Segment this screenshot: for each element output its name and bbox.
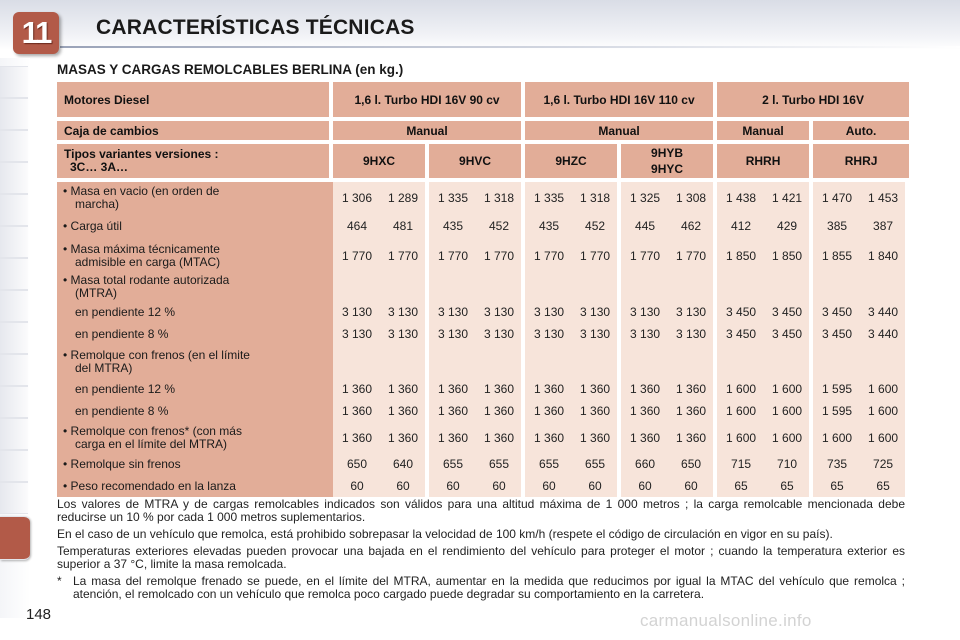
table-cell [717,272,765,301]
table-cell: 1 360 [573,400,621,422]
table-cell [621,272,669,301]
engine-header: 2 l. Turbo HDI 16V [717,82,909,117]
row-label-line: en pendiente 8 % [75,403,169,418]
table-cell [717,345,765,378]
table-cell [861,272,909,301]
engine-header: 1,6 l. Turbo HDI 16V 90 cv [333,82,525,117]
table-cell: 3 130 [621,301,669,323]
variant-header: RHRH [717,144,813,178]
footnote-text: La masa del remolque frenado se puede, en el límite del MTRA, aumentar en la medida que reducimos por igual la MTAC del vehículo que remolca ; atención, el remolcado con un vehículo que remolca poco cargado puede degradar su comportamiento en la carretera. [73,574,905,601]
side-tab[interactable] [0,226,28,258]
table-cell: 3 130 [573,301,621,323]
table-cell: 1 360 [621,400,669,422]
table-cell: 1 850 [717,239,765,272]
table-row [57,323,909,345]
table-cell: 1 600 [717,400,765,422]
gearbox-label: Caja de cambios [57,121,333,140]
variants-row [57,144,909,178]
table-cell: 1 289 [381,182,429,213]
table-cell: 1 470 [813,182,861,213]
table-cell: 1 855 [813,239,861,272]
table-cell: 435 [429,213,477,239]
table-cell [429,272,477,301]
variants-label-line: Tipos variantes versiones : [64,147,219,161]
table-cell: 1 360 [477,422,525,453]
table-row [57,239,909,272]
table-cell: 1 595 [813,378,861,400]
table-row [57,475,909,497]
table-cell: 1 306 [333,182,381,213]
table-cell: 412 [717,213,765,239]
specs-table [57,82,909,497]
row-label-line: • Peso recomendado en la lanza [63,478,236,493]
table-cell: 435 [525,213,573,239]
table-row [57,272,909,301]
row-label [57,239,333,272]
variants-label-line: 3C… 3A… [70,160,129,174]
row-label [57,475,333,497]
table-cell [525,272,573,301]
table-cell: 640 [381,453,429,475]
table-cell: 60 [669,475,717,497]
table-row [57,422,909,453]
table-cell: 1 360 [477,400,525,422]
table-cell: 1 360 [573,378,621,400]
row-label [57,422,333,453]
row-label-line: • Remolque con frenos* (con más [63,423,242,438]
table-cell: 3 130 [333,323,381,345]
table-cell: 3 130 [573,323,621,345]
table-cell: 1 360 [381,378,429,400]
row-label-line: • Masa total rodante autorizada [63,272,230,287]
table-cell: 1 360 [669,400,717,422]
row-label-line: • Remolque sin frenos [63,456,181,471]
table-cell: 1 360 [429,378,477,400]
row-label [57,453,333,475]
row-label [57,182,333,213]
table-cell: 1 360 [525,378,573,400]
table-cell: 1 600 [861,378,909,400]
table-cell: 1 770 [477,239,525,272]
table-cell: 387 [861,213,909,239]
table-cell: 1 600 [861,400,909,422]
table-cell: 1 360 [429,400,477,422]
table-cell: 3 130 [381,301,429,323]
table-cell: 1 360 [477,378,525,400]
table-cell: 60 [621,475,669,497]
chapter-number: 11 [21,15,51,50]
table-cell: 3 130 [669,301,717,323]
side-tab[interactable] [0,194,28,226]
gearbox-header: Auto. [813,121,909,140]
table-row [57,301,909,323]
engine-header: 1,6 l. Turbo HDI 16V 110 cv [525,82,717,117]
table-cell: 1 600 [765,400,813,422]
engines-row [57,82,909,117]
table-cell [669,272,717,301]
table-cell [333,272,381,301]
table-cell: 429 [765,213,813,239]
side-tab[interactable] [0,66,28,98]
table-cell: 1 770 [621,239,669,272]
table-cell: 3 130 [333,301,381,323]
variant-header: 9HZC [525,144,621,178]
table-cell: 1 600 [813,422,861,453]
table-cell: 1 360 [333,378,381,400]
table-cell: 1 360 [381,400,429,422]
table-cell: 650 [333,453,381,475]
table-cell: 481 [381,213,429,239]
table-cell [573,272,621,301]
side-tab-active[interactable] [0,516,30,560]
table-row [57,182,909,213]
table-cell: 1 600 [861,422,909,453]
row-label [57,378,333,400]
table-cell: 1 360 [669,378,717,400]
row-label-line: admisible en carga (MTAC) [75,254,221,269]
table-cell [669,345,717,378]
table-cell: 60 [429,475,477,497]
table-cell [813,345,861,378]
table-cell: 1 600 [717,422,765,453]
variant-line: 9HYB [651,146,684,160]
table-cell: 3 450 [813,323,861,345]
table-cell: 1 360 [525,422,573,453]
table-cell [813,272,861,301]
row-label [57,301,333,323]
table-cell: 462 [669,213,717,239]
note-paragraph: En el caso de un vehículo que remolca, está prohibido sobrepasar la velocidad de 100 km/h (respete el código de circulación en vigor en su país). [57,527,833,541]
side-tab[interactable] [0,482,28,514]
table-cell: 735 [813,453,861,475]
table-cell: 3 450 [765,323,813,345]
table-cell: 1 318 [477,182,525,213]
table-cell: 655 [573,453,621,475]
table-cell: 1 360 [621,378,669,400]
table-cell: 3 450 [717,323,765,345]
table-cell: 1 438 [717,182,765,213]
table-cell: 1 308 [669,182,717,213]
side-tab[interactable] [0,258,28,290]
row-label-line: en pendiente 12 % [75,304,176,319]
watermark: carmanualsonline.info [640,611,812,630]
table-cell: 1 325 [621,182,669,213]
side-tab[interactable] [0,130,28,162]
table-cell: 1 770 [669,239,717,272]
table-cell: 655 [429,453,477,475]
gearbox-header: Manual [333,121,525,140]
variant-header: 9HXC [333,144,429,178]
side-tab[interactable] [0,354,28,386]
table-cell: 60 [333,475,381,497]
engines-label: Motores Diesel [57,82,333,117]
table-cell: 1 360 [333,422,381,453]
row-label-line: • Masa máxima técnicamente [63,241,220,256]
table-cell [765,345,813,378]
table-cell: 3 130 [669,323,717,345]
table-cell [621,345,669,378]
row-label-line: • Carga útil [63,218,122,233]
section-title: MASAS Y CARGAS REMOLCABLES BERLINA (en kg.) [57,62,404,77]
notes [57,498,905,605]
table-cell: 1 360 [333,400,381,422]
table-cell: 1 335 [429,182,477,213]
table-cell: 655 [525,453,573,475]
footnote [57,575,905,601]
note-paragraph: Los valores de MTRA y de cargas remolcables indicados son válidos para una altitud máxima de 1 000 metros ; la carga remolcable mencionada debe reducirse un 10 % por cada 1 000 metros suplementarios. [57,497,905,524]
row-label [57,323,333,345]
row-label [57,272,333,301]
table-cell: 1 360 [621,422,669,453]
table-cell: 65 [813,475,861,497]
table-row [57,400,909,422]
side-tab[interactable] [0,450,28,482]
table-cell [525,345,573,378]
row-label [57,400,333,422]
row-label-line: • Remolque con frenos (en el límite [63,347,250,362]
table-cell: 1 770 [429,239,477,272]
table-row [57,378,909,400]
variant-header: RHRJ [813,144,909,178]
table-cell: 3 130 [429,323,477,345]
table-cell [429,345,477,378]
row-label-line: marcha) [75,196,120,211]
side-tab[interactable] [0,322,28,354]
row-label-line: del MTRA) [75,360,133,375]
table-cell: 60 [381,475,429,497]
footnote-mark: * [57,574,62,588]
table-cell: 1 770 [333,239,381,272]
table-cell: 60 [477,475,525,497]
variant-header [621,144,717,178]
page-title: CARACTERÍSTICAS TÉCNICAS [96,16,415,39]
table-cell: 650 [669,453,717,475]
side-tab[interactable] [0,162,28,194]
table-cell: 60 [573,475,621,497]
table-cell: 655 [477,453,525,475]
table-cell: 1 770 [525,239,573,272]
table-row [57,213,909,239]
table-cell [573,345,621,378]
row-label-line: carga en el límite del MTRA) [75,436,228,451]
table-cell: 1 360 [669,422,717,453]
gearbox-header: Manual [717,121,813,140]
table-cell: 1 850 [765,239,813,272]
data-rows [57,182,909,497]
table-cell: 1 770 [573,239,621,272]
variant-line: 9HYC [651,162,684,176]
row-label-line: en pendiente 8 % [75,326,169,341]
table-cell: 464 [333,213,381,239]
row-label-line: en pendiente 12 % [75,381,176,396]
table-cell: 1 360 [429,422,477,453]
table-cell: 452 [477,213,525,239]
table-cell: 3 450 [765,301,813,323]
table-cell: 65 [717,475,765,497]
table-cell [333,345,381,378]
table-cell: 385 [813,213,861,239]
table-cell: 3 130 [477,323,525,345]
table-cell [381,345,429,378]
variants-label [57,144,333,178]
table-cell: 3 130 [525,323,573,345]
table-row [57,453,909,475]
table-cell: 1 360 [525,400,573,422]
table-cell: 60 [525,475,573,497]
side-tab[interactable] [0,386,28,418]
table-cell: 445 [621,213,669,239]
table-cell: 1 600 [765,378,813,400]
gearbox-row [57,121,909,140]
table-cell: 1 453 [861,182,909,213]
table-cell [765,272,813,301]
table-cell: 1 770 [381,239,429,272]
table-cell: 1 335 [525,182,573,213]
table-cell: 3 440 [861,301,909,323]
table-cell: 3 130 [477,301,525,323]
table-cell: 1 840 [861,239,909,272]
table-cell: 3 130 [381,323,429,345]
table-cell: 3 450 [813,301,861,323]
table-cell: 1 595 [813,400,861,422]
table-cell: 65 [765,475,813,497]
table-row [57,345,909,378]
gearbox-header: Manual [525,121,717,140]
table-cell [477,272,525,301]
table-cell: 710 [765,453,813,475]
table-cell: 1 318 [573,182,621,213]
row-label [57,213,333,239]
table-cell [861,345,909,378]
table-cell: 3 130 [429,301,477,323]
table-cell: 1 421 [765,182,813,213]
note-paragraph: Temperaturas exteriores elevadas pueden provocar una bajada en el rendimiento del vehículo para proteger el motor ; cuando la temperatura exterior es superior a 37 °C, limite la masa remolcada. [57,544,905,571]
variant-header: 9HVC [429,144,525,178]
table-cell [381,272,429,301]
table-cell: 3 130 [621,323,669,345]
table-cell: 1 600 [717,378,765,400]
table-cell: 1 360 [381,422,429,453]
table-cell: 660 [621,453,669,475]
table-cell: 1 600 [765,422,813,453]
row-label-line: • Masa en vacio (en orden de [63,183,220,198]
table-cell: 3 130 [525,301,573,323]
row-label [57,345,333,378]
table-cell [477,345,525,378]
table-cell: 452 [573,213,621,239]
page-number: 148 [26,606,52,623]
table-cell: 3 450 [717,301,765,323]
row-label-line: (MTRA) [75,285,117,300]
side-tab[interactable] [0,98,28,130]
side-tab[interactable] [0,290,28,322]
side-tab[interactable] [0,418,28,450]
table-cell: 3 440 [861,323,909,345]
table-cell: 725 [861,453,909,475]
table-cell: 65 [861,475,909,497]
table-cell: 715 [717,453,765,475]
table-cell: 1 360 [573,422,621,453]
